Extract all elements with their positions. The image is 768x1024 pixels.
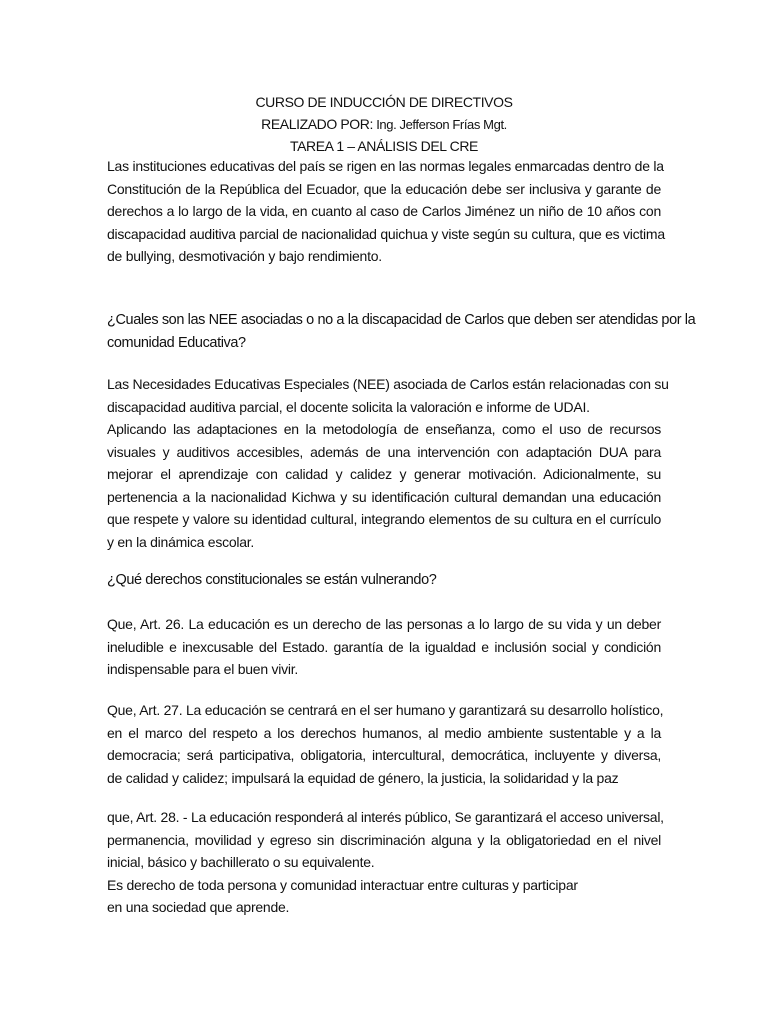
art28-paragraph	[107, 806, 664, 919]
art27-line: democracia; será participativa, obligatoria, intercultural, democrática, incluyente y diversa,	[107, 747, 661, 763]
intro-line: Las instituciones educativas del país se rigen en las normas legales enmarcadas dentro de la	[107, 158, 664, 174]
art28-line: que, Art. 28. - La educación responderá al interés público, Se garantizará el acceso universal,	[107, 809, 664, 825]
art27-line: de calidad y calidez; impulsará la equidad de género, la justicia, la solidaridad y la paz	[107, 769, 619, 786]
intro-line: Constitución de la República del Ecuador, que la educación debe ser inclusiva y garante de	[107, 180, 661, 197]
intro-line: de bullying, desmotivación y bajo rendimiento.	[107, 248, 382, 264]
answer-line: que respete y valore su identidad cultural, integrando elementos de su cultura en el currículo	[107, 511, 661, 527]
author-name: Ing. Jefferson Frías Mgt.	[373, 117, 507, 132]
art26-line: indispensable para el buen vivir.	[107, 661, 298, 677]
course-title: CURSO DE INDUCCIÓN DE DIRECTIVOS	[255, 94, 513, 110]
art26-line: ineludible e inexcusable del Estado. garantía de la igualdad e inclusión social y condición	[107, 638, 661, 655]
answer-line: discapacidad auditiva parcial, el docente solicita la valoración e informe de UDAI.	[107, 398, 590, 415]
question-line: ¿Cuales son las NEE asociadas o no a la discapacidad de Carlos que deben ser atendidas por la	[107, 312, 696, 328]
author-label: REALIZADO POR:	[261, 116, 373, 132]
art27-line: Que, Art. 27. La educación se centrará en el ser humano y garantizará su desarrollo holístico,	[107, 702, 664, 718]
answer-line: Las Necesidades Educativas Especiales (NEE) asociada de Carlos están relacionadas con su	[107, 376, 669, 392]
answer-line: Aplicando las adaptaciones en la metodología de enseñanza, como el uso de recursos	[107, 421, 661, 437]
art28-line: en una sociedad que aprende.	[107, 899, 290, 915]
answer-line: pertenencia a la nacionalidad Kichwa y su identificación cultural demandan una educación	[107, 488, 661, 505]
question-line: comunidad Educativa?	[107, 334, 246, 351]
art27-paragraph	[107, 699, 664, 789]
art26-line: Que, Art. 26. La educación es un derecho de las personas a lo largo de su vida y un deber	[107, 616, 661, 632]
author-line	[0, 114, 768, 135]
art28-line: inicial, básico y bachillerato o su equivalente.	[107, 854, 375, 870]
answer-line: y en la dinámica escolar.	[107, 533, 255, 550]
intro-paragraph	[107, 155, 665, 268]
answer-line: mejorar el aprendizaje con calidad y calidez y generar motivación. Adicionalmente, su	[107, 466, 661, 482]
art26-paragraph	[107, 613, 661, 681]
intro-line: derechos a lo largo de la vida, en cuanto al caso de Carlos Jiménez un niño de 10 años con	[107, 203, 661, 219]
question-rights: ¿Qué derechos constitucionales se están vulnerando?	[107, 572, 437, 588]
task-title: TAREA 1 – ANÁLISIS DEL CRE	[289, 138, 478, 154]
art28-line: Es derecho de toda persona y comunidad interactuar entre culturas y participar	[107, 876, 578, 893]
art27-line: en el marco del respeto a los derechos humanos, al medio ambiente sustentable y a la	[107, 724, 661, 741]
intro-line: discapacidad auditiva parcial de nacionalidad quichua y viste según su cultura, que es victima	[107, 225, 665, 242]
art28-line: permanencia, movilidad y egreso sin discriminación alguna y la obligatoriedad en el nivel	[107, 831, 661, 848]
question-nee	[107, 309, 696, 354]
answer-line: visuales y auditivos accesibles, además de una intervención con adaptación DUA para	[107, 443, 661, 460]
answer-nee-paragraph	[107, 373, 669, 553]
